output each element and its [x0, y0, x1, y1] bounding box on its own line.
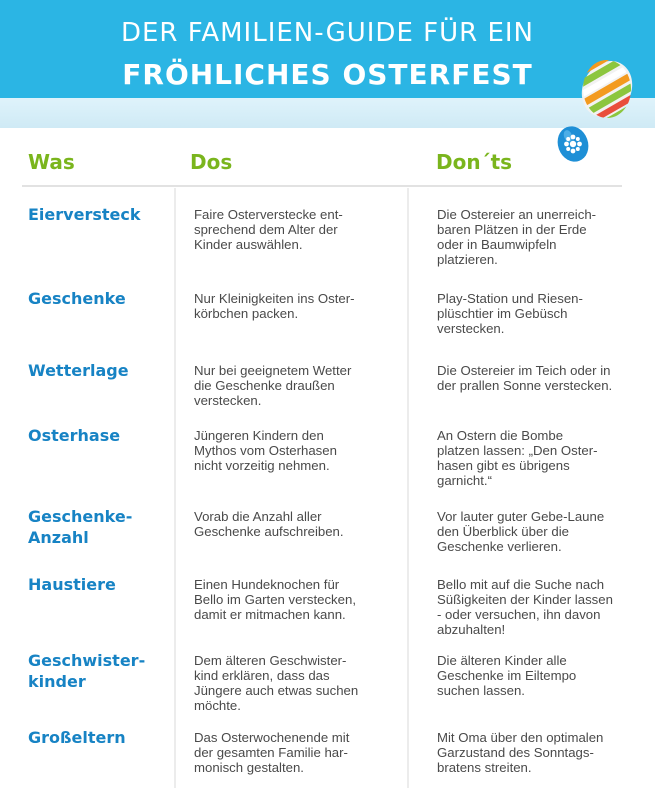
dos-cell: Das Osterwochenende mit der gesamten Familie har- monisch gestalten. — [194, 730, 350, 775]
title-line-1: DER FAMILIEN-GUIDE FÜR EIN — [120, 18, 535, 48]
donts-cell: Vor lauter guter Gebe-Laune den Überblick über die Geschenke verlieren. — [437, 509, 605, 554]
row-label: Eierversteck — [28, 205, 141, 224]
dos-cell: Dem älteren Geschwister- kind erklären, dass das Jüngere auch etwas suchen möchte. — [194, 653, 359, 713]
row-label: Geschenke- Anzahl — [28, 507, 133, 547]
row-label: Geschwister- kinder — [28, 651, 146, 691]
dos-cell: Jüngeren Kindern den Mythos vom Osterhasen nicht vorzeitig nehmen. — [194, 428, 337, 473]
column-divider — [407, 188, 409, 788]
dos-cell: Nur Kleinigkeiten ins Oster- körbchen packen. — [194, 291, 355, 321]
column-header-was: Was — [28, 150, 75, 174]
donts-cell: Bello mit auf die Suche nach Süßigkeiten der Kinder lassen - oder versuchen, ihn davon abzuhalten! — [437, 577, 613, 637]
dos-cell: Einen Hundeknochen für Bello im Garten verstecken, damit er mitmachen kann. — [194, 577, 356, 622]
row-label: Haustiere — [28, 575, 116, 594]
dos-cell: Nur bei geeignetem Wetter die Geschenke draußen verstecken. — [194, 363, 352, 408]
column-header-donts: Don´ts — [436, 150, 513, 174]
striped-easter-egg-icon — [578, 56, 636, 120]
guide-table — [22, 128, 632, 788]
donts-cell: An Ostern die Bombe platzen lassen: „Den Oster- hasen gibt es übrigens garnicht.“ — [437, 428, 598, 488]
donts-cell: Mit Oma über den optimalen Garzustand des Sonntags- bratens streiten. — [437, 730, 604, 775]
title-line-2: FRÖHLICHES OSTERFEST — [122, 58, 533, 91]
donts-cell: Die Ostereier im Teich oder in der prallen Sonne verstecken. — [437, 363, 613, 393]
row-label: Geschenke — [28, 289, 126, 308]
row-label: Wetterlage — [28, 361, 129, 380]
column-header-dos: Dos — [190, 150, 233, 174]
dos-cell: Faire Osterverstecke ent- sprechend dem Alter der Kinder auswählen. — [194, 207, 343, 252]
donts-cell: Die älteren Kinder alle Geschenke im Eiltempo suchen lassen. — [437, 653, 577, 698]
header-divider — [22, 185, 622, 187]
dos-cell: Vorab die Anzahl aller Geschenke aufschreiben. — [194, 509, 344, 539]
column-divider — [174, 188, 176, 788]
donts-cell: Die Ostereier an unerreich- baren Plätzen in der Erde oder in Baumwipfeln platzieren. — [437, 207, 597, 267]
row-label: Großeltern — [28, 728, 126, 747]
row-label: Osterhase — [28, 426, 121, 445]
donts-cell: Play-Station und Riesen- plüschtier im Gebüsch verstecken. — [437, 291, 583, 336]
